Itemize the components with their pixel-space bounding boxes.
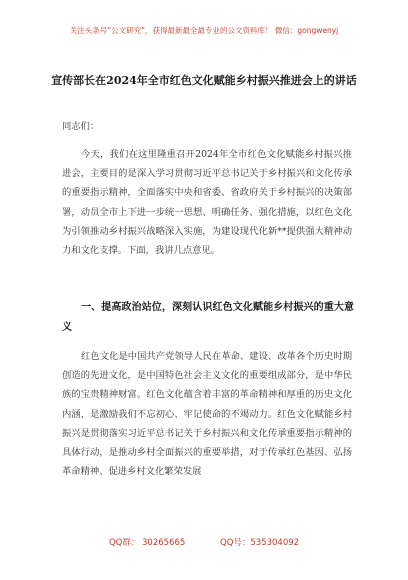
- salutation: 同志们：: [62, 121, 100, 132]
- footer-qq-group: QQ群： 30265665: [108, 538, 186, 548]
- paragraph-section-1: 红色文化是中国共产党领导人民在革命、建设、改革各个历史时期创造的先进文化，是中国特色社会主义文化的重要组成部分，是中华民族的宝贵精神财富。红色文化蕴含着丰富的革命精神和厚重的历史文化内涵，是激励我们不忘初心、牢记使命的不竭动力。红色文化赋能乡村振兴是贯彻落实习近平总书记关于乡村振兴和文化传承重要指示精神的具体行动，是推动乡村全面振兴的重要举措，对于传承红色基因、弘扬革命精神、促进乡村文化繁荣发展: [62, 351, 352, 478]
- footer-qq-number: QQ号：535304092: [220, 538, 300, 548]
- section-heading-1: 一、提高政治站位，深刻认识红色文化赋能乡村振兴的重大意义: [62, 302, 354, 333]
- footer-contact: [0, 536, 408, 548]
- header-promo-note: 关注头条号“公文研究”，获得最新最全最专业的公文资料库！ 微信：gongwenyj: [69, 26, 339, 35]
- paragraph-intro: 今天，我们在这里隆重召开2024年全市红色文化赋能乡村振兴推进会，主要目的是深入学习贯彻习近平总书记关于乡村振兴和文化传承的重要指示精神，全面落实中央和省委、省政府关于乡村振兴的决策部署，动员全市上下进一步统一思想、明确任务、强化措施，以红色文化为引领推动乡村振兴战略深入实施，为建设现代化新**提供强大精神动力和文化支撑。下面，我讲几点意见。: [62, 149, 352, 257]
- document-title: 宣传部长在2024年全市红色文化赋能乡村振兴推进会上的讲话: [51, 74, 357, 87]
